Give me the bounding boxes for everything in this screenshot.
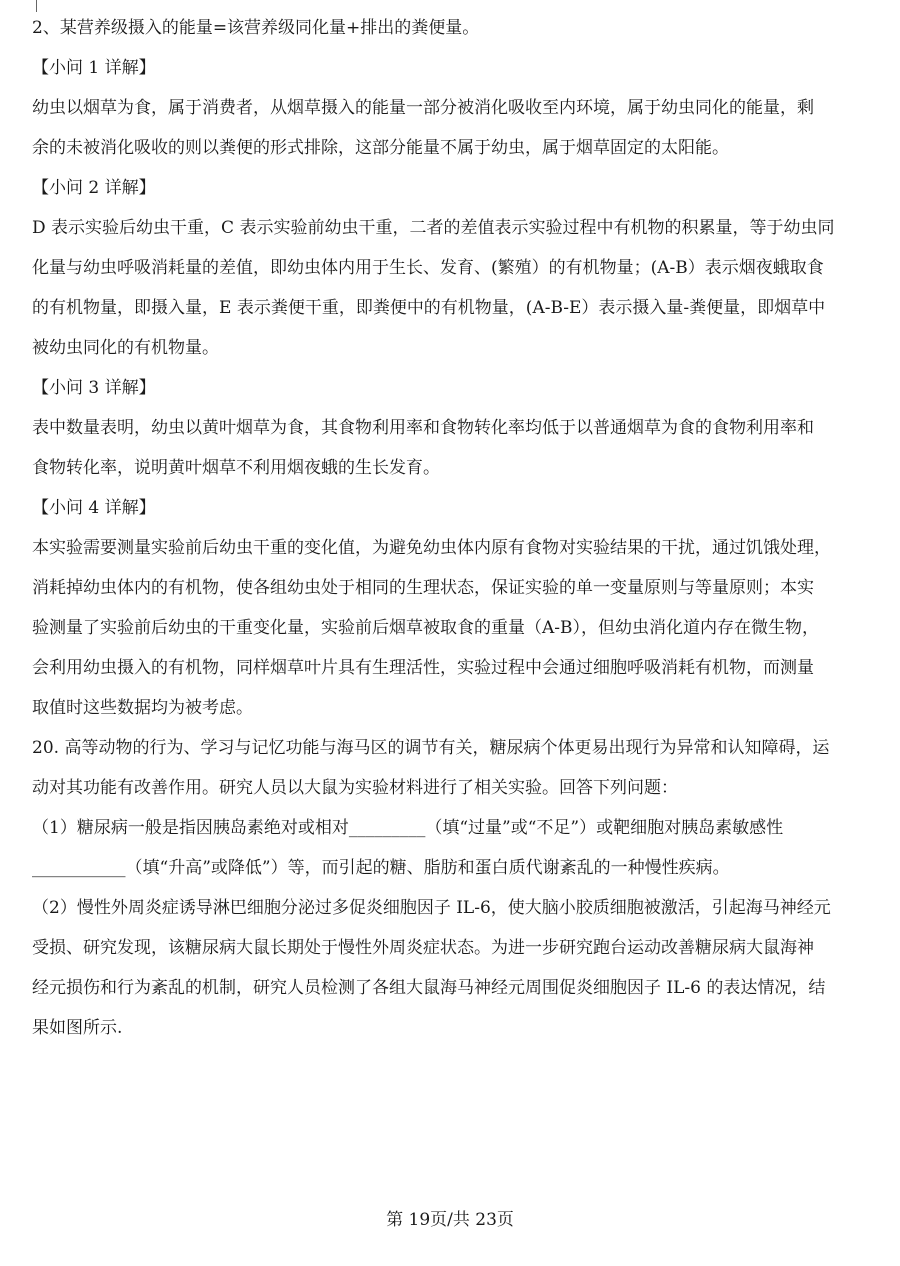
text-line: 会利用幼虫摄入的有机物，同样烟草叶片具有生理活性，实验过程中会通过细胞呼吸消耗有机物，而测量 <box>32 658 814 678</box>
question-line: （1）糖尿病一般是指因胰岛素绝对或相对_________（填“过量”或“不足”）或靶细胞对胰岛素敏感性 <box>32 818 784 838</box>
text-line: 取值时这些数据均为被考虑。 <box>32 698 253 718</box>
text-line: 幼虫以烟草为食，属于消费者，从烟草摄入的能量一部分被消化吸收至内环境，属于幼虫同化的能量，剩 <box>32 98 814 118</box>
question-line: 动对其功能有改善作用。研究人员以大鼠为实验材料进行了相关实验。回答下列问题： <box>32 778 678 798</box>
document-body <box>32 8 868 1048</box>
text-line: 余的未被消化吸收的则以粪便的形式排除，这部分能量不属于幼虫，属于烟草固定的太阳能。 <box>32 138 729 158</box>
question-line: （2）慢性外周炎症诱导淋巴细胞分泌过多促炎细胞因子 IL-6，使大脑小胶质细胞被激活，引起海马神经元 <box>32 898 831 918</box>
question-line: ___________（填“升高”或降低”）等，而引起的糖、脂肪和蛋白质代谢紊乱的一种慢性疾病。 <box>32 858 730 878</box>
question-line: 果如图所示. <box>32 1018 123 1038</box>
text-line: 验测量了实验前后幼虫的干重变化量，实验前后烟草被取食的重量（A-B），但幼虫消化道内存在微生物， <box>32 618 820 638</box>
question-line: 20. 高等动物的行为、学习与记忆功能与海马区的调节有关，糖尿病个体更易出现行为异常和认知障碍，运 <box>32 738 830 758</box>
text-line: 2、某营养级摄入的能量=该营养级同化量+排出的粪便量。 <box>32 18 480 38</box>
text-line: D 表示实验后幼虫干重，C 表示实验前幼虫干重，二者的差值表示实验过程中有机物的积累量，等于幼虫同 <box>32 218 835 238</box>
section-heading: 【小问 2 详解】 <box>32 178 156 198</box>
section-heading: 【小问 3 详解】 <box>32 378 156 398</box>
text-line: 消耗掉幼虫体内的有机物，使各组幼虫处于相同的生理状态，保证实验的单一变量原则与等量原则；本实 <box>32 578 814 598</box>
section-heading: 【小问 1 详解】 <box>32 58 156 78</box>
section-heading: 【小问 4 详解】 <box>32 498 156 518</box>
question-line: 经元损伤和行为紊乱的机制，研究人员检测了各组大鼠海马神经元周围促炎细胞因子 IL-6 的表达情况，结 <box>32 978 826 998</box>
text-line: 食物转化率，说明黄叶烟草不利用烟夜蛾的生长发育。 <box>32 458 440 478</box>
text-line: 表中数量表明，幼虫以黄叶烟草为食，其食物利用率和食物转化率均低于以普通烟草为食的食物利用率和 <box>32 418 814 438</box>
text-line: 的有机物量，即摄入量，E 表示粪便干重，即粪便中的有机物量，(A-B-E）表示摄入量-粪便量，即烟草中 <box>32 298 826 318</box>
text-line: 本实验需要测量实验前后幼虫干重的变化值，为避免幼虫体内原有食物对实验结果的干扰，通过饥饿处理， <box>32 538 831 558</box>
page-number: 第 19页/共 23页 <box>386 1210 514 1230</box>
text-line: 被幼虫同化的有机物量。 <box>32 338 219 358</box>
question-line: 受损、研究发现，该糖尿病大鼠长期处于慢性外周炎症状态。为进一步研究跑台运动改善糖尿病大鼠海神 <box>32 938 814 958</box>
text-line: 化量与幼虫呼吸消耗量的差值，即幼虫体内用于生长、发育、(繁殖）的有机物量；(A-B）表示烟夜蛾取食 <box>32 258 824 278</box>
